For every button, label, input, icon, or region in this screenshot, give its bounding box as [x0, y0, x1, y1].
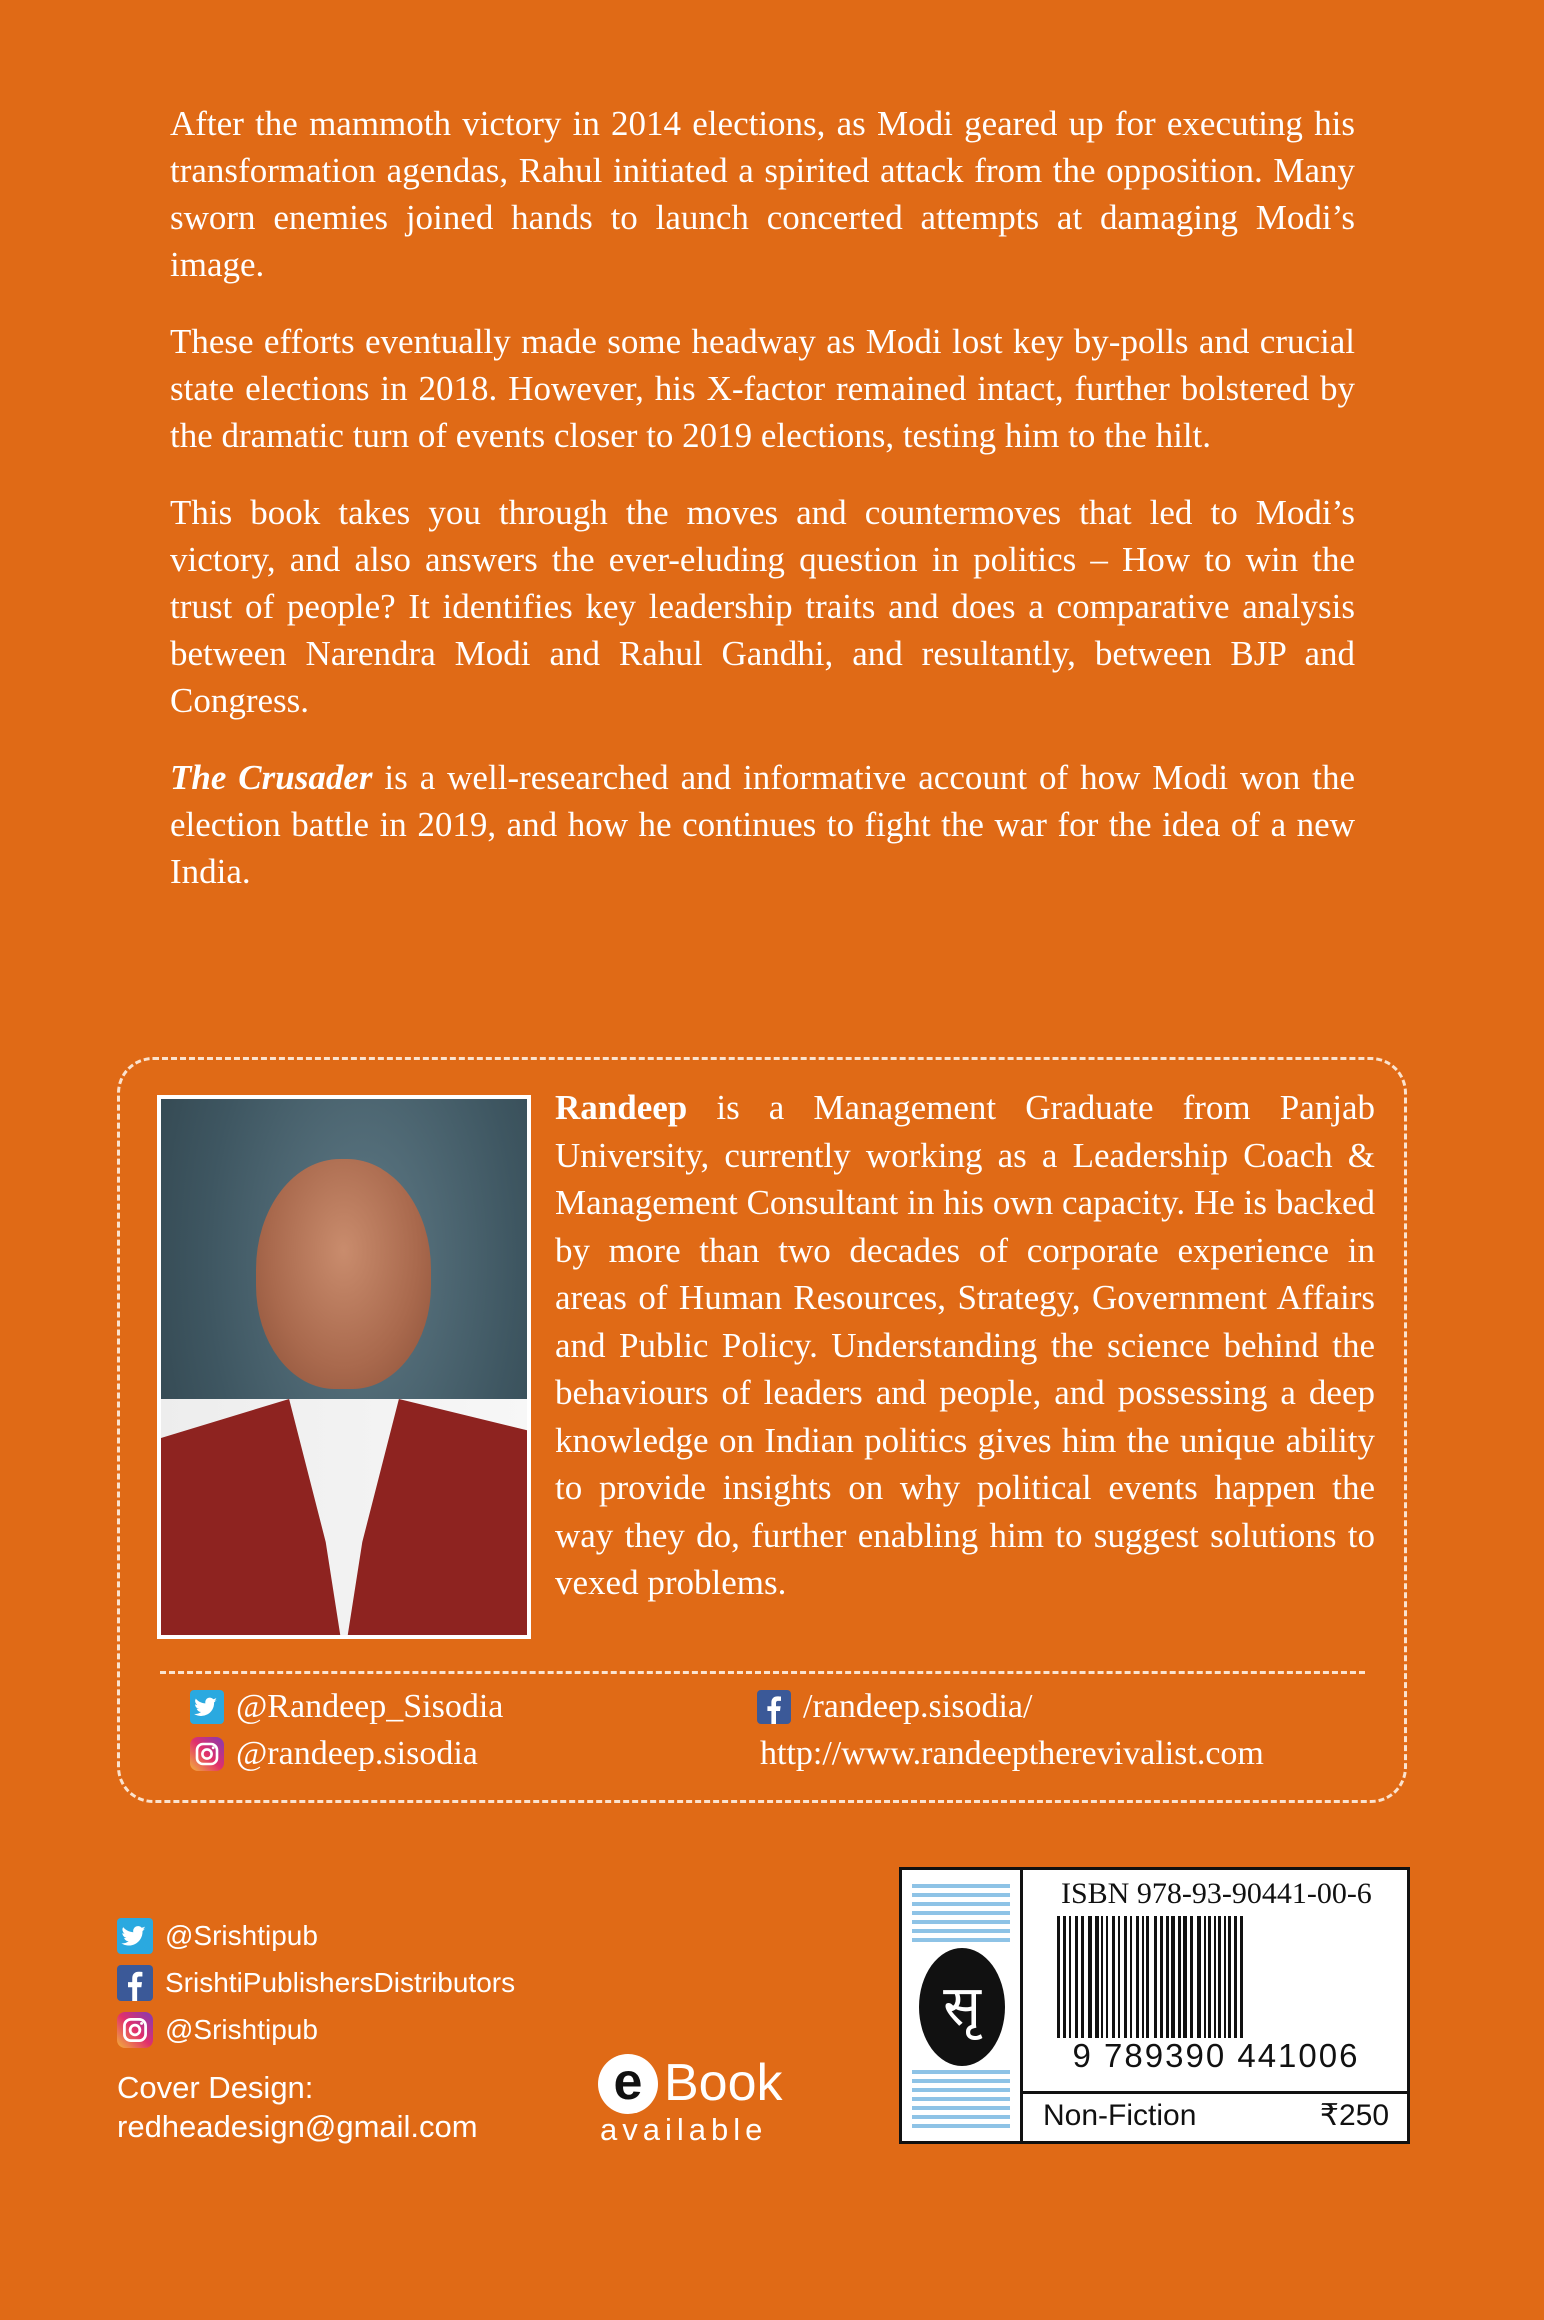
- barcode-bar: [1075, 1916, 1078, 2044]
- barcode-bar: [1101, 1916, 1103, 2044]
- barcode-bar: [1166, 1916, 1169, 2044]
- barcode-bar: [1069, 1916, 1071, 2044]
- cover-design-label: Cover Design:: [117, 2070, 314, 2105]
- ebook-available-badge: [598, 2052, 828, 2152]
- blurb-paragraph-1: After the mammoth victory in 2014 elections, as Modi geared up for executing his transformation agendas, Rahul initiated a spirited attack from the opposition. Many sworn enemies joined hands to launch concerted attempts at damaging Modi’s image.: [170, 104, 1355, 284]
- author-website-link[interactable]: http://www.randeeptherevivalist.com: [760, 1735, 1264, 1772]
- author-bio: [555, 1084, 1375, 1607]
- publisher-logo: सृ: [919, 1948, 1005, 2066]
- instagram-icon: [190, 1737, 224, 1771]
- isbn-panel: [1023, 1870, 1407, 2141]
- barcode-bar: [1081, 1916, 1084, 2044]
- author-twitter-handle: @Randeep_Sisodia: [236, 1688, 504, 1725]
- barcode-bar: [1228, 1916, 1231, 2044]
- publisher-instagram[interactable]: [117, 2012, 318, 2048]
- book-title: The Crusader: [170, 758, 373, 797]
- barcode-bar: [1124, 1916, 1127, 2044]
- author-instagram-handle: @randeep.sisodia: [236, 1735, 478, 1772]
- isbn-label: ISBN 978-93-90441-00-6: [1061, 1877, 1372, 1910]
- barcode-digits: 9 789390 441006: [1041, 2038, 1391, 2074]
- publisher-facebook-page: SrishtiPublishersDistributors: [165, 1967, 516, 1998]
- cover-design-credit: [117, 2068, 478, 2146]
- author-facebook-handle: /randeep.sisodia/: [803, 1688, 1033, 1725]
- barcode-bar: [1106, 1916, 1108, 2044]
- ebook-available-text: available: [600, 2112, 768, 2147]
- barcode-bar: [1224, 1916, 1226, 2044]
- genre-label: Non-Fiction: [1043, 2099, 1197, 2132]
- barcode-bar: [1088, 1916, 1092, 2044]
- author-website[interactable]: [760, 1734, 1264, 1774]
- barcode-bar: [1208, 1916, 1211, 2044]
- barcode-bar: [1146, 1916, 1149, 2044]
- facebook-icon: [117, 1965, 153, 2001]
- barcode-bar: [1171, 1916, 1175, 2044]
- author-info-box: [117, 1057, 1407, 1803]
- barcode-bar: [1197, 1916, 1201, 2044]
- barcode-bar: [1112, 1916, 1115, 2044]
- barcode-bar: [1183, 1916, 1187, 2044]
- publisher-twitter[interactable]: [117, 1918, 318, 1954]
- barcode-bar: [1130, 1916, 1132, 2044]
- publisher-twitter-handle: @Srishtipub: [165, 1920, 318, 1951]
- blurb-paragraph-4: [170, 754, 1355, 895]
- genre-price-row: [1023, 2091, 1407, 2141]
- barcode-bar: [1204, 1916, 1206, 2044]
- publisher-facebook[interactable]: [117, 1965, 515, 2001]
- barcode-bar: [1095, 1916, 1099, 2044]
- barcode-bar: [1190, 1916, 1193, 2044]
- instagram-icon: [117, 2012, 153, 2048]
- blurb-paragraph-3: This book takes you through the moves and countermoves that led to Modi’s victory, and also answers the ever-eluding question in politics – How to win the trust of people? It identifies key leadership traits and does a comparative analysis between Narendra Modi and Rahul Gandhi, and resultantly, between BJP and Congress.: [170, 493, 1355, 720]
- author-twitter[interactable]: [190, 1687, 503, 1727]
- barcode-bar: [1214, 1916, 1216, 2044]
- isbn-barcode-box: [899, 1867, 1410, 2144]
- twitter-icon: [117, 1918, 153, 1954]
- cover-design-email[interactable]: redheadesign@gmail.com: [117, 2109, 478, 2144]
- facebook-icon: [757, 1690, 791, 1724]
- author-photo: [157, 1095, 531, 1639]
- blurb-paragraph-2: These efforts eventually made some headway as Modi lost key by-polls and crucial state elections in 2018. However, his X-factor remained intact, further bolstered by the dramatic turn of events closer to 2019 elections, testing him to the hilt.: [170, 322, 1355, 455]
- author-name: Randeep: [555, 1088, 688, 1127]
- publisher-logo-panel: [902, 1870, 1023, 2141]
- twitter-icon: [190, 1690, 224, 1724]
- barcode-bar: [1178, 1916, 1181, 2044]
- ebook-e-icon: e: [598, 2054, 658, 2114]
- blurb-paragraph-4-text: is a well-researched and informative account of how Modi won the election battle in 2019, and how he continues to fight the war for the idea of a new India.: [170, 758, 1355, 891]
- divider: [160, 1671, 1365, 1674]
- barcode-bar: [1136, 1916, 1139, 2044]
- barcode-bar: [1118, 1916, 1120, 2044]
- price-label: ₹250: [1319, 2099, 1389, 2132]
- author-facebook[interactable]: [757, 1687, 1032, 1727]
- author-instagram[interactable]: [190, 1734, 478, 1774]
- barcode-bar: [1142, 1916, 1144, 2044]
- publisher-instagram-handle: @Srishtipub: [165, 2014, 318, 2045]
- back-cover-blurb: [170, 100, 1355, 925]
- barcode-bar: [1218, 1916, 1221, 2044]
- ebook-word: Book: [664, 2054, 783, 2112]
- author-bio-text: is a Management Graduate from Panjab University, currently working as a Leadership Coach & Management Consultant in his own capacity. He is backed by more than two decades of corporate experience in areas of Human Resources, Strategy, Government Affairs and Public Policy. Understanding the science behind the behaviours of leaders and people, and possessing a deep knowledge on Indian politics gives him the unique ability to provide insights on why political events happen the way they do, further enabling him to suggest solutions to vexed problems.: [555, 1088, 1375, 1602]
